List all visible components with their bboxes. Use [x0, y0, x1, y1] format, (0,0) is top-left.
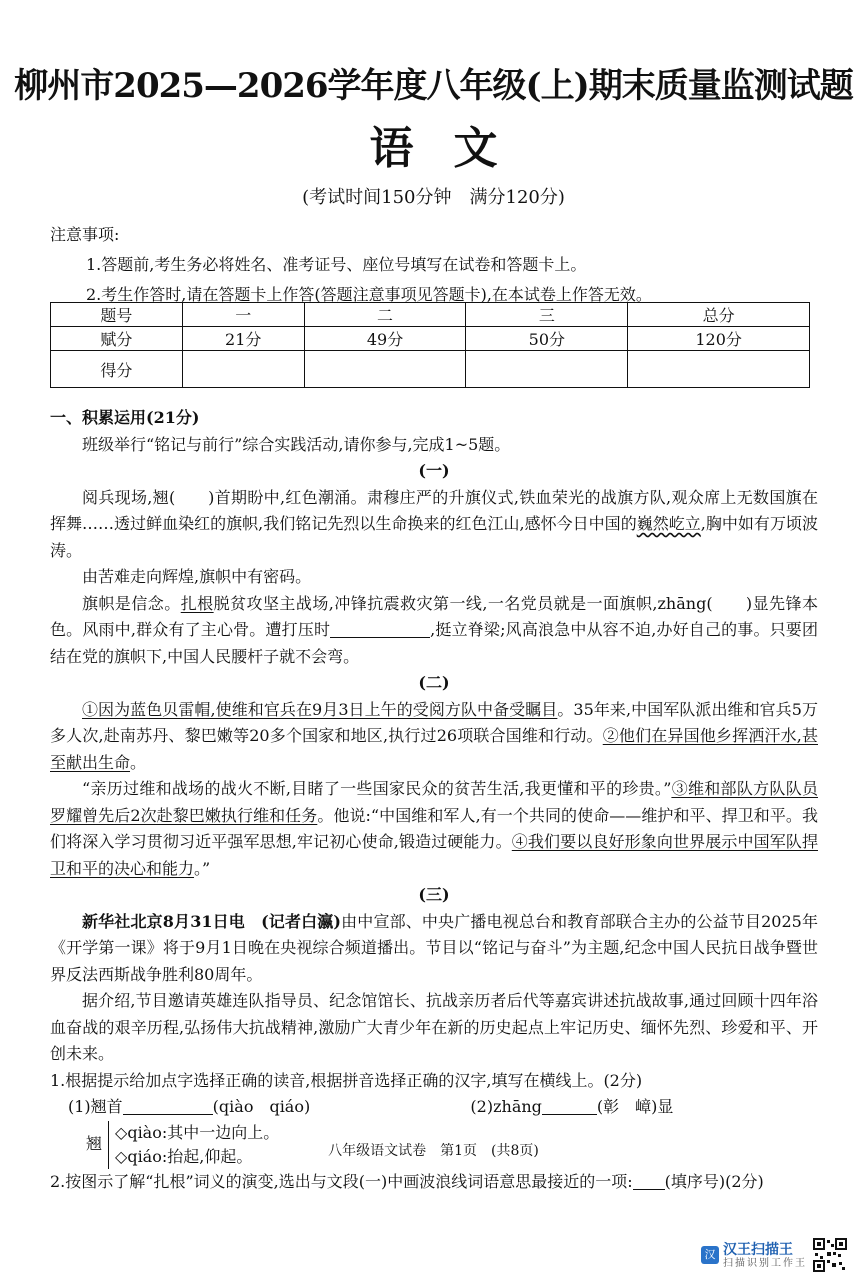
- numbered-sentence: ②他们在异国他乡挥洒汗水,甚至献出生命: [50, 726, 818, 772]
- score-table-header-row: [51, 303, 810, 327]
- score-table-score-row: [51, 351, 810, 388]
- text: 阅兵现场,翘( )首期盼中,红色潮涌。肃穆庄严的升旗仪式,铁血荣光的战旗方队,观众席上无数国旗在挥舞……透过鲜血染红的旗帜,我们铭记先烈以生命换来的红色江山,感怀今日中国的: [50, 487, 818, 533]
- table-cell: 21分: [182, 327, 304, 351]
- marked-word: 扎根: [180, 593, 214, 613]
- paragraph: [50, 909, 818, 989]
- paragraph: [50, 591, 818, 671]
- text: 。: [130, 752, 147, 772]
- question-1-stem: 1.根据提示给加点字选择正确的读音,根据拼音选择正确的汉字,填写在横线上。(2分): [50, 1070, 643, 1090]
- exam-time-info: (考试时间150分钟 满分120分): [302, 187, 565, 208]
- note-item: 2.考生作答时,请在答题卡上作答(答题注意事项见答题卡),在本试卷上作答无效。: [86, 285, 652, 304]
- table-cell: 50分: [466, 327, 628, 351]
- notes-block: [50, 220, 810, 310]
- part-label: (二): [418, 673, 450, 692]
- part-label: (一): [418, 461, 450, 480]
- table-cell: 120分: [628, 327, 810, 351]
- numbered-sentence: ④我们要以良好形象向世界展示中国军队捍卫和平的决心和能力: [50, 832, 818, 878]
- scanner-tagline: 扫描识别工作王: [723, 1257, 807, 1269]
- text: ,挺立脊梁;风高浪急中从容不迫,办好自己的事。只要团结在党的旗帜下,中国人民腰杆子就不会弯。: [50, 620, 818, 666]
- table-cell: 二: [304, 303, 466, 327]
- text: 脱贫攻坚主战场,冲锋抗震救灾第一线,一名党员就是一面旗帜,zhāng: [213, 593, 707, 613]
- score-entry-cell[interactable]: [466, 351, 628, 388]
- q1-item-options: (彰 嶂)显: [596, 1097, 674, 1116]
- scanner-logo-icon: 汉: [701, 1246, 719, 1264]
- text: 。35年来,中国军队派出维和官兵5万多人次,赴南苏丹、黎巴嫩等20多个国家和地区,执行过26项联合国维和行动。: [50, 699, 818, 745]
- text: 。”: [194, 858, 211, 878]
- table-cell: 49分: [304, 327, 466, 351]
- note-item: 1.答题前,考生务必将姓名、准考证号、座位号填写在试卷和答题卡上。: [86, 255, 587, 274]
- answer-blank[interactable]: [123, 1096, 213, 1115]
- section-intro: 班级举行“铭记与前行”综合实践活动,请你参与,完成1~5题。: [82, 434, 511, 454]
- question-2-stem: [50, 1169, 818, 1196]
- answer-blank[interactable]: [330, 619, 430, 638]
- section-1: [50, 405, 818, 1195]
- table-cell: 得分: [51, 351, 183, 388]
- notes-heading: 注意事项:: [50, 225, 120, 244]
- news-dateline: 新华社北京8月31日电 (记者白瀛): [82, 911, 341, 931]
- table-cell: 一: [182, 303, 304, 327]
- exam-title: 柳州市2025—2026学年度八年级(上)期末质量监测试题: [14, 66, 853, 106]
- score-entry-cell[interactable]: [182, 351, 304, 388]
- part-label: (三): [418, 885, 450, 904]
- hint-option: ◇qiào:其中一边向上。: [115, 1122, 280, 1142]
- section-heading: 一、积累运用(21分): [50, 408, 200, 427]
- text: 由中宣部、中央广播电视总台和教育部联合主办的公益节目2025年《开学第一课》将于9月1日晚在央视综合频道播出。节目以“铭记与奋斗”为主题,纪念中国人民抗日战争暨世界反法西斯战争胜利80周年。: [50, 911, 818, 984]
- table-cell: 赋分: [51, 327, 183, 351]
- text: 2.按图示了解“扎根”词义的演变,选出与文段(一)中画波浪线词语意思最接近的一项:: [50, 1171, 633, 1191]
- numbered-sentence: ③维和部队方队队员罗耀曾先后2次赴黎巴嫩执行维和任务: [50, 779, 818, 825]
- hint-option: ◇qiáo:抬起,仰起。: [115, 1146, 253, 1166]
- text: 旗帜是信念。: [82, 593, 181, 613]
- score-entry-cell[interactable]: [304, 351, 466, 388]
- scanner-name: 汉王扫描王: [723, 1240, 793, 1257]
- table-cell: 三: [466, 303, 628, 327]
- paragraph: [50, 776, 818, 882]
- subject-title: 语文: [369, 123, 538, 174]
- text: (填序号)(2分): [664, 1171, 764, 1191]
- q1-item-label: (1)翘首: [68, 1097, 123, 1116]
- text: “亲历过维和战场的战火不断,目睹了一些国家民众的贫苦生活,我更懂和平的珍贵。”: [82, 779, 672, 798]
- answer-blank[interactable]: [633, 1171, 665, 1190]
- score-table-points-row: [51, 327, 810, 351]
- qr-code-icon: [813, 1238, 847, 1272]
- table-cell: 总分: [628, 303, 810, 327]
- scanner-brand: [723, 1241, 807, 1270]
- answer-blank[interactable]: [542, 1096, 597, 1115]
- paragraph: [50, 485, 818, 565]
- paragraph: 据介绍,节目邀请英雄连队指导员、纪念馆馆长、抗战亲历者后代等嘉宾讲述抗战故事,通过回顾十四年浴血奋战的艰辛历程,弘扬伟大抗战精神,激励广大青少年在新的历史起点上牢记历史、缅怀先烈、珍爱和平、开创未来。: [50, 991, 818, 1063]
- text: ,胸中如有万顷波涛。: [50, 514, 818, 560]
- paragraph: [50, 697, 818, 777]
- score-entry-cell[interactable]: [628, 351, 810, 388]
- page-footer: 八年级语文试卷 第1页 (共8页): [328, 1143, 539, 1159]
- table-cell: 题号: [51, 303, 183, 327]
- question-1-items: [50, 1094, 818, 1121]
- hint-character: 翘: [86, 1134, 103, 1154]
- q1-item-options: (qiào qiáo): [212, 1097, 311, 1116]
- score-table: [50, 302, 810, 388]
- q1-item-label: (2)zhāng: [470, 1097, 542, 1116]
- text: 。他说:“中国维和军人,有一个共同的使命——维护和平、捍卫和平。我们将深入学习贯彻习近平强军思想,牢记初心使命,锻造过硬能力。: [50, 805, 818, 851]
- text: ( )显先锋本色。风雨中,群众有了主心骨。遭打压时: [50, 593, 818, 639]
- scanner-watermark: [701, 1238, 847, 1272]
- numbered-sentence: ①因为蓝色贝雷帽,使维和官兵在9月3日上午的受阅方队中备受瞩目: [82, 699, 558, 719]
- wavy-underlined-word: 巍然屹立: [636, 514, 701, 533]
- paragraph: 由苦难走向辉煌,旗帜中有密码。: [82, 567, 312, 586]
